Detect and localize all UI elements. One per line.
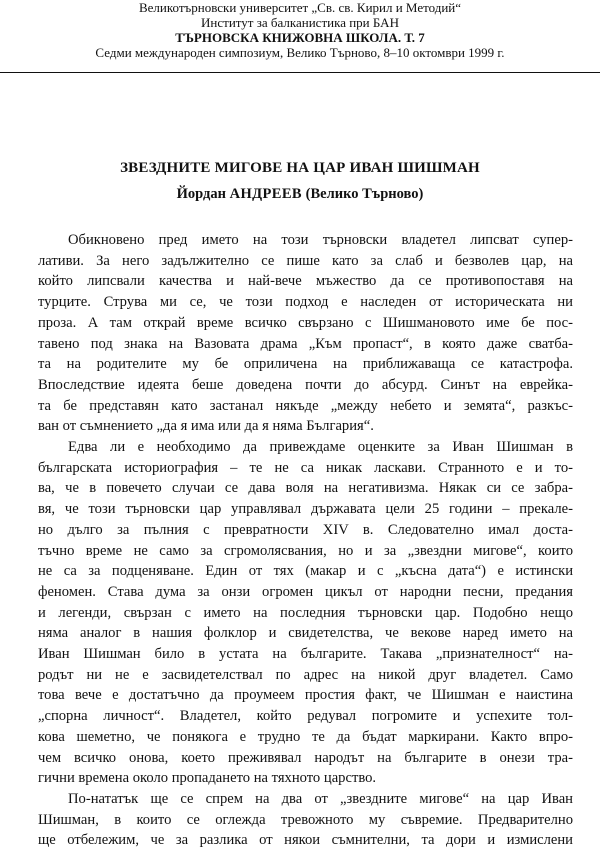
- author-place: (Велико Търново): [305, 186, 424, 202]
- text-line: родът ни не е засвидетелствал по адрес на никой друг владетел. Само: [38, 666, 573, 683]
- university-line: Великотърновски университет „Св. св. Кирил и Методий“: [138, 0, 462, 15]
- text-line: тавено под знака на Вазовата драма „Към пропаст“, в която даже сватба-: [38, 335, 573, 352]
- paragraph: [38, 437, 573, 789]
- text-line: Впоследствие идеята беше доведена почти до абсурд. Синът на еврейка-: [38, 376, 573, 393]
- text-line: По-нататък ще се спрем на два от „звездните мигове“ на цар Иван: [68, 790, 573, 807]
- text-line: българската историография – те не са никак ласкави. Странното е и то-: [38, 459, 573, 476]
- article-body: [38, 230, 573, 851]
- text-line: ще отбележим, че за разлика от някои съмнителни, та дори и измислени: [38, 832, 573, 849]
- text-line: Едва ли е необходимо да привеждаме оценките за Иван Шишман в: [68, 439, 573, 456]
- text-line: ван от съмнението „да я има или да я няма България“.: [38, 418, 374, 435]
- text-line: феномен. Става дума за онзи огромен цикъл от народни песни, предания: [38, 583, 573, 600]
- text-line: ва, че в повечето случаи се дава воля на негативизма. Някак си се забра-: [38, 480, 573, 497]
- article-title: ЗВЕЗДНИТЕ МИГОВЕ НА ЦАР ИВАН ШИШМАН: [120, 160, 480, 176]
- text-line: „спорна личност“. Владетел, който редувал погромите и успехите тол-: [38, 708, 573, 725]
- paragraph: [38, 230, 573, 437]
- text-line: не са за подценяване. Един от тях (макар и с „късна дата“) е истински: [38, 563, 573, 580]
- text-line: проза. А там открай време всичко свързано с Шишмановото име бе пос-: [38, 314, 573, 331]
- text-line: турците. Струва ми се, че този подход е наследен от историческата ни: [38, 294, 573, 311]
- text-line: чем всичко онова, което преживявал народът на българите в онези тра-: [38, 749, 573, 766]
- text-line: но дълго за пълния с превратности XIV в. Следователно имал доста-: [38, 521, 573, 538]
- text-line: гични времена около пропадането на тяхното царство.: [38, 770, 377, 787]
- author-first-name: Йордан: [176, 186, 226, 202]
- text-line: Шишман, в които се оглежда тревожното му съвремие. Предварително: [38, 811, 573, 828]
- article-author: [0, 186, 600, 203]
- series-line: ТЪРНОВСКА КНИЖОВНА ШКОЛА. Т. 7: [175, 30, 425, 45]
- text-line: тъчно време не само за сгромолясвания, но и за „звездни мигове“, които: [38, 542, 573, 559]
- text-line: и легенди, свързан с името на последния търновски цар. Подобно нещо: [38, 604, 573, 621]
- author-last-name: АНДРЕЕВ: [229, 186, 303, 202]
- text-line: кова шеметно, че понякога е трудно те да бъдат маркирани. Както впро-: [38, 728, 573, 745]
- text-line: та на родителите му бе оприличена на приближаваща се катастрофа.: [38, 356, 573, 373]
- text-line: Обикновено пред името на този търновски владетел липсват супер-: [68, 232, 573, 248]
- text-line: та бе представян като застанал някъде „между небето и земята“, разкъс-: [38, 397, 573, 414]
- symposium-line: Седми международен симпозиум, Велико Търново, 8–10 октомври 1999 г.: [95, 45, 505, 60]
- text-line: няма аналог в нашия фолклор и свидетелства, че векове наред името на: [38, 625, 573, 642]
- text-line: това вече е достатъчно да проумеем простия факт, че Шишман е наистина: [38, 687, 573, 704]
- text-line: който липсвали качества и най-вече мъжество да се противопоставя на: [38, 273, 573, 290]
- header-divider: [0, 72, 600, 73]
- paragraph: [38, 789, 573, 851]
- text-line: лативи. За него задължително се пише като за слаб и безволев цар, на: [38, 252, 573, 269]
- institute-line: Институт за балканистика при БАН: [201, 15, 399, 30]
- page-header: [0, 0, 600, 60]
- text-line: Иван Шишман било в устата на българите. Такава „признателност“ на-: [38, 646, 573, 663]
- text-line: вя, че този търновски цар управлявал държавата цели 25 години – прекале-: [38, 501, 573, 518]
